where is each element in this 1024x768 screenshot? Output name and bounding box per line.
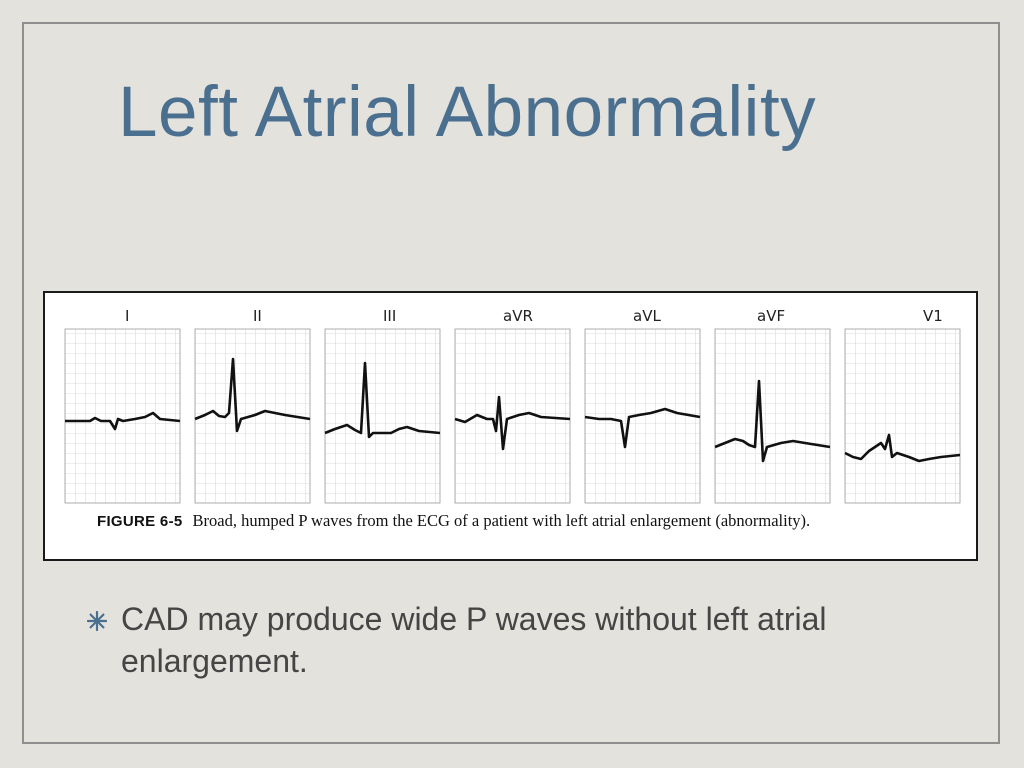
lead-label: II [253, 307, 262, 325]
lead-label: aVL [633, 307, 661, 325]
lead-label: I [125, 307, 130, 325]
ecg-grid-lead-V1 [845, 329, 960, 503]
ecg-grid-lead-I [65, 329, 180, 503]
lead-label: aVR [503, 307, 533, 325]
ecg-grid-lead-III [325, 329, 440, 503]
ecg-grid-lead-aVF [715, 329, 830, 503]
figure-caption-text: Broad, humped P waves from the ECG of a patient with left atrial enlargement (abnormality). [192, 511, 811, 530]
figure-number: FIGURE 6-5 [97, 513, 183, 530]
ecg-grid-lead-aVL [585, 329, 700, 503]
bullet-item: CAD may produce wide P waves without left atrial enlargement. [121, 601, 827, 679]
lead-label: V1 [923, 307, 943, 325]
asterisk-bullet-icon [87, 611, 107, 631]
figure-caption [97, 511, 810, 531]
lead-label: aVF [757, 307, 786, 325]
ecg-figure [43, 291, 978, 561]
slide-title: Left Atrial Abnormality [118, 73, 817, 152]
lead-label: III [383, 307, 397, 325]
